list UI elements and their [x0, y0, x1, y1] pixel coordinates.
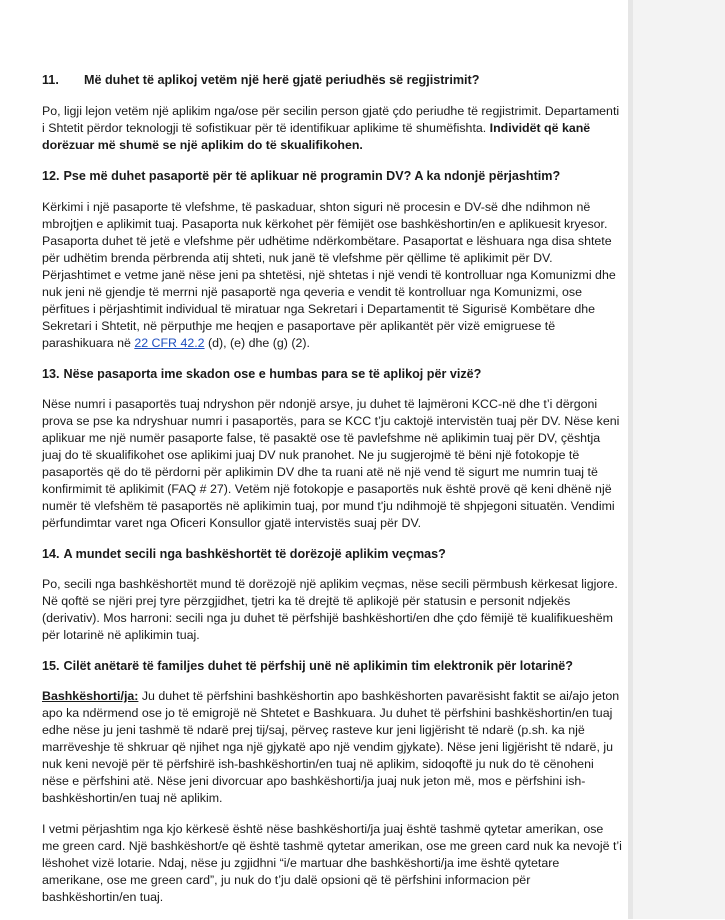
- question-title: Pse më duhet pasaportë për të aplikuar në programin DV? A ka ndonjë përjashtim?: [63, 169, 561, 183]
- answer-12: [42, 199, 622, 352]
- question-12-heading: [42, 168, 622, 185]
- answer-text-end: (d), (e) dhe (g) (2).: [204, 336, 310, 350]
- question-15-heading: [42, 658, 622, 675]
- answer-15-spouse: [42, 688, 622, 807]
- question-13-heading: [42, 366, 622, 383]
- question-title: Më duhet të aplikoj vetëm një herë gjatë periudhës së regjistrimit?: [84, 73, 480, 87]
- question-title: Nëse pasaporta ime skadon ose e humbas para se të aplikoj për vizë?: [63, 367, 482, 381]
- question-number: 11.: [42, 73, 59, 87]
- question-number: 15.: [42, 659, 60, 673]
- question-11-heading: [42, 72, 622, 89]
- question-14-heading: [42, 546, 622, 563]
- answer-text: Nëse numri i pasaportës tuaj ndryshon për ndonjë arsye, ju duhet të lajmëroni KCC-në dhe t’i dërgoni prova se pse ka ndryshuar numri i pasaportës, para se KCC t’ju caktojë intervistën tuaj për DV. Nëse keni aplikuar me një numër pasaporte false, të pasaktë ose të pavlefshme në aplikimin tuaj për DV, çështja juaj do të skualifikohet ose aplikimi juaj DV nuk pranohet. Ne ju sugjerojmë të bëni një fotokopje të pasaportës që do të përdorni për aplikimin DV dhe ta ruani atë në një vend të sigurt me numrin tuaj të konfirmimit të aplikimit (FAQ # 27). Vetëm një fotokopje e pasaportës nuk është provë që keni dhënë një numër të vlefshëm të pasaportës në aplikimin tuaj, por mund t'ju ndihmojë të shpjegoni situatën. Vendimi përfundimtar varet nga Oficeri Konsullor gjatë intervistës suaj për DV.: [42, 397, 620, 530]
- question-number: 12.: [42, 169, 60, 183]
- answer-text: Po, ligji lejon vetëm një aplikim nga/ose për secilin person gjatë çdo periudhe të regjistrimit. Departamenti i Shtetit përdor teknologji të sofistikuar për të identifikuar aplikime të shumëfishta.: [42, 104, 620, 135]
- answer-15-exception: [42, 821, 622, 906]
- answer-13: [42, 396, 622, 532]
- question-number: 13.: [42, 367, 60, 381]
- side-panel: [633, 0, 725, 919]
- answer-text: I vetmi përjashtim nga kjo kërkesë është nëse bashkëshorti/ja juaj është tashmë qytetar amerikan, ose me green card. Një bashkëshort/e që është tashmë qytetar amerikan, ose me green card nuk ka nevojë t’i lëshohet vizë lotarie. Ndaj, nëse ju zgjidhni “i/e martuar dhe bashkëshorti/ja ime është qytetare amerikane, ose me green card”, ju nuk do t’ju dalë opsioni që të përfshini informacion për bashkëshortin/en tuaj.: [42, 822, 622, 904]
- document-content: [42, 72, 622, 920]
- answer-11: [42, 103, 622, 154]
- answer-bold-text: Individët që kanë dorëzuar më shumë se një aplikim do të skualifikohen.: [42, 121, 591, 152]
- answer-text: Po, secili nga bashkëshortët mund të dorëzojë një aplikim veçmas, nëse secili përmbush kërkesat ligjore. Në qoftë se njëri prej tyre përzgjidhet, tjetri ka të drejtë të aplikojë për statusin e personit ndjekës (derivativ). Mos harroni: secili nga ju duhet të përfshijë bashkëshorti/en dhe çdo fëmijë të kualifikueshëm për lotarinë në aplikimin tuaj.: [42, 577, 618, 642]
- spouse-lead-label: Bashkëshorti/ja:: [42, 689, 139, 703]
- cfr-link[interactable]: 22 CFR 42.2: [134, 336, 205, 350]
- question-number: 14.: [42, 547, 60, 561]
- answer-14: [42, 576, 622, 644]
- question-title: Cilët anëtarë të familjes duhet të përfshij unë në aplikimin tim elektronik për lotarinë?: [63, 659, 573, 673]
- answer-text: Ju duhet të përfshini bashkëshortin apo bashkëshorten pavarësisht faktit se ai/ajo jeton apo ka ndërmend ose jo të emigrojë në Shtetet e Bashkuara. Ju duhet të përfshini bashkëshortin/en tuaj edhe nëse ju jeni tashmë të ndarë prej tij/saj, përveç rasteve kur jeni ligjërisht të ndarë (p.sh. ka një marrëveshje të shkruar që njihet nga një gjykatë apo një vendim gjykate). Nëse jeni ligjërisht të ndarë, ju nuk keni nevojë për të përfshirë ish-bashkëshortin/en tuaj në aplikim, sidoqoftë ju nuk do të cënoheni nëse e përfshini atë. Nëse jeni divorcuar apo bashkëshorti/ja juaj nuk jeton më, mos e përfshini ish-bashkëshortin/en tuaj në aplikim.: [42, 689, 620, 805]
- question-title: A mundet secili nga bashkëshortët të dorëzojë aplikim veçmas?: [63, 547, 446, 561]
- answer-text: Kërkimi i një pasaporte të vlefshme, të paskaduar, shton siguri në procesin e DV-së dhe ndihmon në mbrojtjen e aplikimit tuaj. Pasaporta nuk kërkohet për fëmijët ose bashkëshortin/en e aplikuesit kryesor. Pasaporta duhet të jetë e vlefshme për udhëtime ndërkombëtare. Pasaportat e lëshuara nga disa shtete për udhëtim brenda përbrenda atij shteti, nuk janë të vlefshme për qëllime të aplikimit për DV. Përjashtimet e vetme janë nëse jeni pa shtetësi, një shtetas i një vendi të kontrolluar nga Komunizmi dhe nuk jeni në gjendje të merrni një pasaportë nga qeveria e vendit të kontrolluar nga Komunizmi, ose përfitues i përjashtimit individual të miratuar nga Sekretari i Departamentit të Sigurisë Kombëtare dhe Sekretari i Shtetit, në përputhje me heqjen e pasaportave për aplikantët për vizë emigruese të parashikuara në: [42, 200, 616, 350]
